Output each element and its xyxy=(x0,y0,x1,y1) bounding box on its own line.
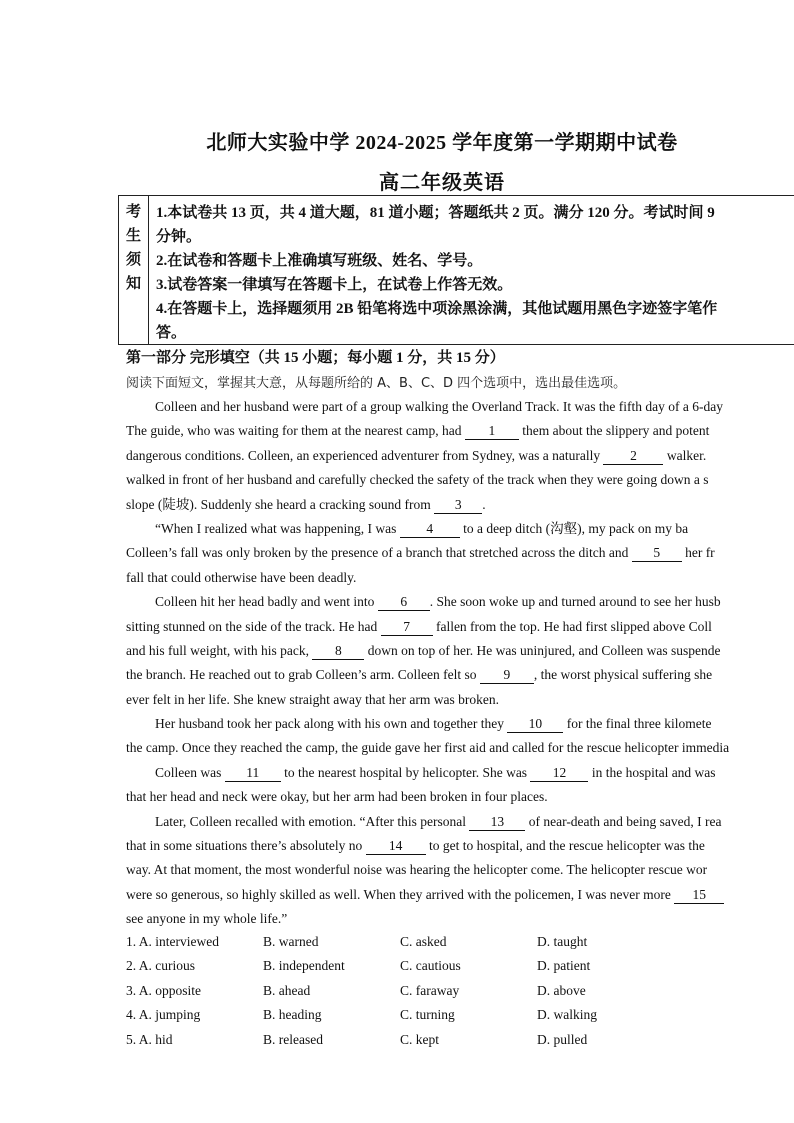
notice-box xyxy=(118,195,794,345)
cloze-blank: 9 xyxy=(480,667,534,684)
option-choice: C. kept xyxy=(400,1031,439,1047)
notice-item: 分钟。 xyxy=(156,229,202,245)
passage-line xyxy=(126,834,794,858)
cloze-blank: 11 xyxy=(225,765,281,782)
option-row xyxy=(126,930,646,954)
option-choice: 1. A. interviewed xyxy=(126,934,219,949)
cloze-blank: 13 xyxy=(469,814,525,831)
passage-text: walker. xyxy=(663,447,707,463)
option-row xyxy=(126,1028,646,1052)
option-row xyxy=(126,1003,646,1027)
passage-text: that in some situations there’s absolutely no xyxy=(126,838,366,854)
notice-item: 3.试卷答案一律填写在答题卡上，在试卷上作答无效。 xyxy=(156,277,513,293)
passage-line xyxy=(126,761,794,785)
cloze-blank: 10 xyxy=(507,716,563,733)
passage-line xyxy=(126,785,794,809)
passage-text: the branch. He reached out to grab Colleen’s arm. Colleen felt so xyxy=(126,667,480,683)
passage-line xyxy=(126,907,794,931)
notice-label xyxy=(119,196,149,344)
passage-text: Later, Colleen recalled with emotion. “After this personal xyxy=(155,813,470,829)
passage-text: fall that could otherwise have been deadly. xyxy=(126,569,357,585)
passage-text: Colleen hit her head badly and went into xyxy=(155,594,378,610)
option-choice: C. cautious xyxy=(400,958,461,974)
cloze-blank: 3 xyxy=(434,497,482,514)
passage-text: “When I realized what was happening, I was xyxy=(155,520,400,536)
option-choice: B. ahead xyxy=(263,982,311,998)
cloze-blank: 6 xyxy=(378,594,430,611)
option-choice: C. asked xyxy=(400,934,447,949)
passage-text: them about the slippery and potent xyxy=(518,423,710,439)
passage-text: to a deep ditch (沟壑), my pack on my ba xyxy=(459,520,689,536)
passage-line xyxy=(126,590,794,614)
notice-label-char: 生 xyxy=(125,228,141,244)
notice-item: 1.本试卷共 13 页，共 4 道大题，81 道小题；答题纸共 2 页。满分 120 分。考试时间 9 xyxy=(156,205,715,221)
passage-line xyxy=(126,810,794,834)
passage-line xyxy=(126,712,794,736)
section-instruction: 阅读下面短文，掌握其大意，从每题所给的 A、B、C、D 四个选项中，选出最佳选项。 xyxy=(126,376,627,391)
notice-label-char: 须 xyxy=(125,252,141,268)
option-choice: 3. A. opposite xyxy=(126,982,202,998)
passage-text: ever felt in her life. She knew straight away that her arm was broken. xyxy=(126,691,499,707)
option-choice: B. independent xyxy=(263,958,345,974)
passage-line xyxy=(126,468,794,492)
passage-text: The guide, who was waiting for them at the nearest camp, had xyxy=(126,423,465,439)
cloze-blank: 15 xyxy=(674,887,724,904)
passage-text: Colleen’s fall was only broken by the presence of a branch that stretched across the ditch and xyxy=(126,545,632,561)
passage-text: to get to hospital, and the rescue helicopter was the xyxy=(425,838,705,854)
option-choice: 4. A. jumping xyxy=(126,1007,201,1023)
passage-line xyxy=(126,688,794,712)
cloze-blank: 7 xyxy=(381,619,433,636)
option-choice: C. turning xyxy=(400,1007,455,1023)
passage-text: walked in front of her husband and carefully checked the safety of the track when they were going down a s xyxy=(126,472,709,488)
passage-text: way. At that moment, the most wonderful noise was hearing the helicopter come. The helicopter rescue wor xyxy=(126,862,708,878)
passage-text: Her husband took her pack along with his own and together they xyxy=(155,716,508,732)
option-choice: B. warned xyxy=(263,934,319,949)
passage-line xyxy=(126,444,794,468)
notice-item: 答。 xyxy=(156,325,187,341)
cloze-blank: 4 xyxy=(400,521,460,538)
option-choice: D. pulled xyxy=(537,1031,588,1047)
passage-text: Colleen and her husband were part of a group walking the Overland Track. It was the fifth day of a 6-day xyxy=(155,399,723,414)
notice-items xyxy=(156,201,794,345)
answer-options xyxy=(126,930,646,1052)
option-choice: D. walking xyxy=(537,1007,597,1023)
passage-text: fallen from the top. He had first slipped above Coll xyxy=(432,618,712,634)
exam-title: 北师大实验中学 2024-2025 学年度第一学期期中试卷 xyxy=(206,132,678,154)
option-choice: B. heading xyxy=(263,1007,322,1023)
cloze-blank: 14 xyxy=(366,838,426,855)
passage-text: in the hospital and was xyxy=(588,764,716,780)
passage-text: to the nearest hospital by helicopter. She was xyxy=(280,764,531,780)
passage-text: slope (陡坡). Suddenly she heard a cracking sound from xyxy=(126,496,435,512)
passage-text: . She soon woke up and turned around to see her husb xyxy=(429,594,721,610)
passage-line xyxy=(126,419,794,443)
passage-line xyxy=(126,615,794,639)
notice-item: 4.在答题卡上，选择题须用 2B 铅笔将选中项涂黑涂满，其他试题用黑色字迹签字笔作 xyxy=(156,301,718,317)
passage-text: . xyxy=(482,496,486,512)
passage-text: , the worst physical suffering she xyxy=(533,667,713,683)
passage-text: that her head and neck were okay, but her arm had been broken in four places. xyxy=(126,789,548,805)
section-heading: 第一部分 完形填空（共 15 小题；每小题 1 分，共 15 分） xyxy=(126,350,505,366)
passage-text: and his full weight, with his pack, xyxy=(126,642,313,658)
passage-line xyxy=(126,663,794,687)
passage-text: down on top of her. He was uninjured, and Colleen was suspende xyxy=(364,642,721,658)
passage-text: for the final three kilomete xyxy=(563,716,712,732)
option-choice: B. released xyxy=(263,1031,323,1047)
option-choice: D. patient xyxy=(537,958,591,974)
exam-subtitle: 高二年级英语 xyxy=(379,172,505,194)
passage-text: were so generous, so highly skilled as well. When they arrived with the policemen, I was never more xyxy=(126,886,675,902)
passage-line xyxy=(126,639,794,663)
passage-line xyxy=(126,395,794,419)
option-choice: 2. A. curious xyxy=(126,958,195,974)
passage-line xyxy=(126,883,794,907)
passage-line xyxy=(126,541,794,565)
passage-text: of near-death and being saved, I rea xyxy=(525,813,722,829)
passage-line xyxy=(126,566,794,590)
cloze-blank: 8 xyxy=(312,643,364,660)
notice-label-char: 考 xyxy=(125,204,141,220)
notice-label-char: 知 xyxy=(125,276,141,292)
passage-text: Colleen was xyxy=(155,764,225,780)
option-row xyxy=(126,954,646,978)
passage-text: the camp. Once they reached the camp, the guide gave her first aid and called for the rescue helicopter immedia xyxy=(126,740,730,756)
passage-text: her fr xyxy=(681,545,715,561)
notice-item: 2.在试卷和答题卡上准确填写班级、姓名、学号。 xyxy=(156,253,483,269)
option-choice: C. faraway xyxy=(400,982,460,998)
passage-line xyxy=(126,517,794,541)
cloze-blank: 12 xyxy=(530,765,588,782)
cloze-blank: 1 xyxy=(465,423,519,440)
cloze-passage xyxy=(126,395,794,932)
passage-line xyxy=(126,736,794,760)
passage-text: dangerous conditions. Colleen, an experienced adventurer from Sydney, was a naturally xyxy=(126,447,604,463)
cloze-blank: 5 xyxy=(632,545,682,562)
passage-line xyxy=(126,493,794,517)
passage-line xyxy=(126,858,794,882)
option-choice: 5. A. hid xyxy=(126,1031,173,1047)
cloze-blank: 2 xyxy=(603,448,663,465)
passage-text: sitting stunned on the side of the track. He had xyxy=(126,618,381,634)
option-row xyxy=(126,979,646,1003)
option-choice: D. taught xyxy=(537,934,588,949)
option-choice: D. above xyxy=(537,982,586,998)
passage-text: see anyone in my whole life.” xyxy=(126,911,288,927)
